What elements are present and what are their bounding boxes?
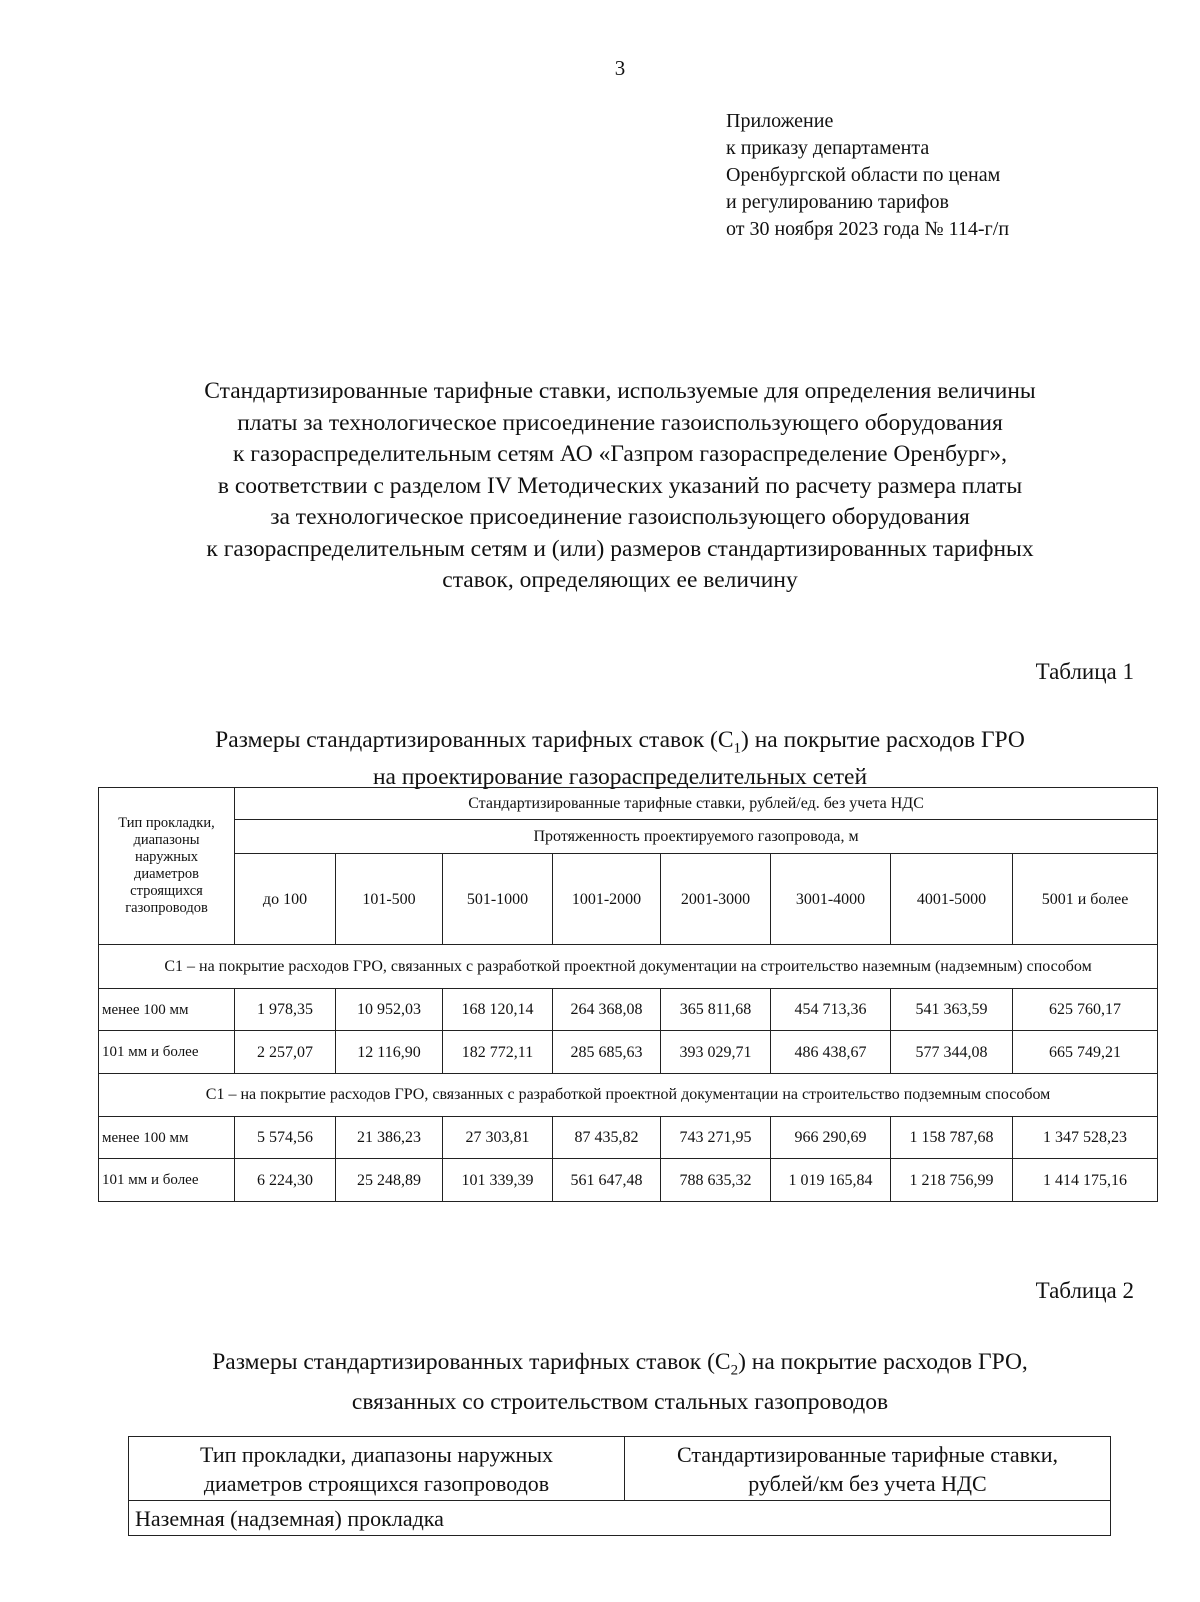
title-line: к газораспределительным сетям АО «Газпром газораспределение Оренбург»,	[233, 441, 1007, 467]
row-label: 101 мм и более	[99, 1159, 235, 1202]
table-cell: 10 952,03	[336, 989, 443, 1031]
table-cell: 743 271,95	[661, 1117, 771, 1159]
table-cell: 966 290,69	[771, 1117, 891, 1159]
page-number: 3	[614, 56, 626, 80]
table-cell: 1 218 756,99	[891, 1159, 1013, 1202]
table-cell: 486 438,67	[771, 1031, 891, 1074]
table-cell: 21 386,23	[336, 1117, 443, 1159]
title-line: платы за технологическое присоединение газоиспользующего оборудования	[237, 409, 1003, 436]
table2-section-title: Наземная (надземная) прокладка	[129, 1501, 1111, 1536]
title-line: Стандартизированные тарифные ставки, используемые для определения величины	[204, 378, 1036, 404]
table2-label: Таблица 2	[1035, 1278, 1134, 1303]
appendix-line: Оренбургской области по ценам	[726, 164, 1001, 186]
table1-caption-line1: Размеры стандартизированных тарифных ставок $(С_1)$ на покрытие расходов ГРО	[215, 727, 1025, 757]
table-cell: 25 248,89	[336, 1159, 443, 1202]
table-cell: 788 635,32	[661, 1159, 771, 1202]
table-cell: 454 713,36	[771, 989, 891, 1031]
appendix-line: от 30 ноября 2023 года № 114-г/п	[726, 218, 1010, 240]
table-cell: 264 368,08	[553, 989, 661, 1031]
table1-caption-line2: на проектирование газораспределительных сетей	[372, 763, 868, 790]
table1-label: Таблица 1	[1035, 659, 1134, 684]
table1-header-main: Стандартизированные тарифные ставки, рублей/ед. без учета НДС	[235, 788, 1158, 820]
document-title	[120, 376, 1120, 597]
table1-col-header: 1001-2000	[553, 854, 661, 945]
appendix-line: к приказу департамента	[726, 137, 930, 159]
table-cell: 101 339,39	[443, 1159, 553, 1202]
table-cell: 6 224,30	[235, 1159, 336, 1202]
table-cell: 1 414 175,16	[1013, 1159, 1158, 1202]
table-cell: 365 811,68	[661, 989, 771, 1031]
title-line: к газораспределительным сетям и (или) размеров стандартизированных тарифных	[206, 535, 1034, 562]
table-cell: 625 760,17	[1013, 989, 1158, 1031]
table2-caption-line2: связанных со строительством стальных газопроводов	[351, 1388, 889, 1415]
table-row	[99, 1159, 1158, 1202]
title-line: за технологическое присоединение газоиспользующего оборудования	[270, 504, 970, 530]
table2-caption	[100, 1347, 1140, 1418]
table1-col-header: 3001-4000	[771, 854, 891, 945]
table2-header-left: Тип прокладки, диапазоны наружных диаметров строящихся газопроводов	[129, 1437, 625, 1501]
table-row	[99, 1031, 1158, 1074]
table1-col-header: до 100	[235, 854, 336, 945]
table-cell: 1 019 165,84	[771, 1159, 891, 1202]
table-row	[99, 989, 1158, 1031]
table-cell: 2 257,07	[235, 1031, 336, 1074]
table1-col-header: 4001-5000	[891, 854, 1013, 945]
table-cell: 1 978,35	[235, 989, 336, 1031]
appendix-line: Приложение	[726, 110, 834, 132]
table1-col-header: 2001-3000	[661, 854, 771, 945]
table-cell: 1 158 787,68	[891, 1117, 1013, 1159]
row-label: менее 100 мм	[99, 1117, 235, 1159]
table1-section-title: С1 – на покрытие расходов ГРО, связанных с разработкой проектной документации на строительство наземным (надземным) способом	[99, 945, 1158, 989]
table-cell: 577 344,08	[891, 1031, 1013, 1074]
table1-header-sub: Протяженность проектируемого газопровода, м	[235, 820, 1158, 854]
table-cell: 1 347 528,23	[1013, 1117, 1158, 1159]
title-line: в соответствии с разделом IV Методических указаний по расчету размера платы	[217, 472, 1023, 499]
appendix-block	[726, 108, 1009, 243]
table-cell: 27 303,81	[443, 1117, 553, 1159]
table1-caption	[100, 726, 1140, 791]
appendix-line: и регулированию тарифов	[726, 191, 949, 213]
row-label: 101 мм и более	[99, 1031, 235, 1074]
row-label: менее 100 мм	[99, 989, 235, 1031]
table2	[128, 1436, 1111, 1536]
table-cell: 665 749,21	[1013, 1031, 1158, 1074]
table-cell: 5 574,56	[235, 1117, 336, 1159]
table-cell: 541 363,59	[891, 989, 1013, 1031]
table2-header-right: Стандартизированные тарифные ставки, рублей/км без учета НДС	[625, 1437, 1111, 1501]
table-cell: 285 685,63	[553, 1031, 661, 1074]
title-line: ставок, определяющих ее величину	[442, 567, 798, 593]
table2-caption-line1: Размеры стандартизированных тарифных ставок $(С_2)$ на покрытие расходов ГРО,	[212, 1349, 1028, 1379]
table-cell: 12 116,90	[336, 1031, 443, 1074]
table1-stub-header: Тип прокладки, диапазоны наружных диаметров строящихся газопроводов	[99, 788, 235, 945]
table1-col-header: 101-500	[336, 854, 443, 945]
table-cell: 87 435,82	[553, 1117, 661, 1159]
table1-col-header: 501-1000	[443, 854, 553, 945]
table1	[98, 787, 1158, 1202]
table-row	[99, 1117, 1158, 1159]
table-cell: 182 772,11	[443, 1031, 553, 1074]
table-cell: 393 029,71	[661, 1031, 771, 1074]
table1-col-header: 5001 и более	[1013, 854, 1158, 945]
table-cell: 561 647,48	[553, 1159, 661, 1202]
table-cell: 168 120,14	[443, 989, 553, 1031]
table1-section-title: С1 – на покрытие расходов ГРО, связанных с разработкой проектной документации на строительство подземным способом	[99, 1074, 1158, 1117]
